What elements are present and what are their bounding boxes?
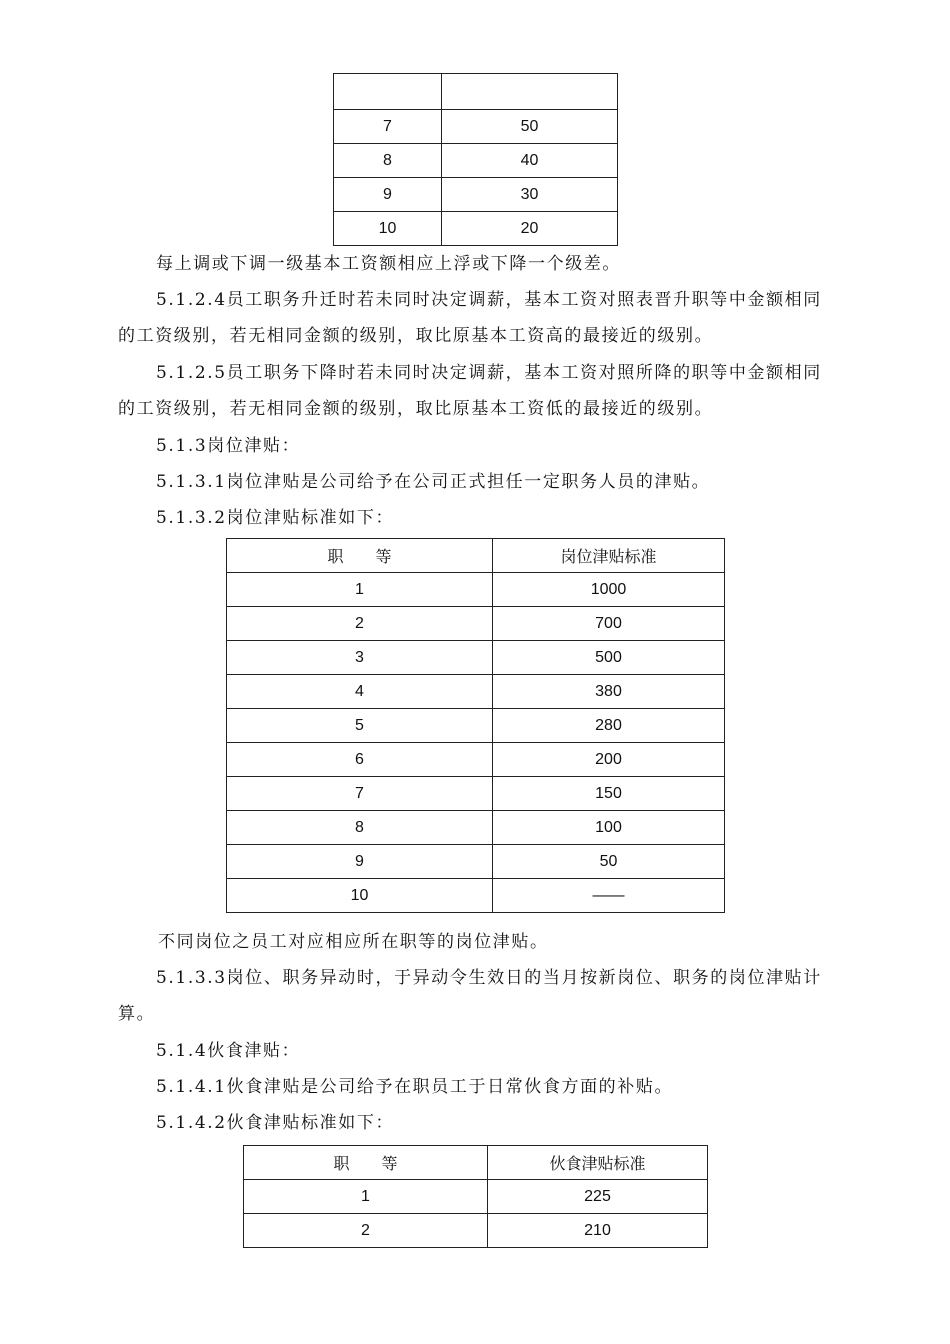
table-cell: 10 — [227, 879, 493, 913]
table-cell: 3 — [227, 641, 493, 675]
base-salary-diff-table — [333, 73, 618, 246]
table-row — [227, 743, 725, 777]
table-row — [227, 879, 725, 913]
section-heading: 5.1.4伙食津贴： — [156, 1041, 301, 1061]
table-cell — [334, 74, 442, 110]
table-cell: 50 — [493, 845, 725, 879]
table-cell: 2 — [227, 607, 493, 641]
column-header-grade: 职 等 — [227, 539, 493, 573]
table-cell: 380 — [493, 675, 725, 709]
paragraph: 5.1.2.5员工职务下降时若未同时决定调薪，基本工资对照所降的职等中金额相同的工资级别，若无相同金额的级别，取比原基本工资低的最接近的级别。 — [118, 363, 822, 419]
table-row — [334, 74, 618, 110]
table-cell: 1000 — [493, 573, 725, 607]
table-header-row — [244, 1146, 708, 1180]
table-row — [227, 675, 725, 709]
meal-allowance-table — [243, 1145, 708, 1248]
table-cell: 9 — [334, 178, 442, 212]
column-header-grade: 职 等 — [244, 1146, 488, 1180]
table-row — [244, 1214, 708, 1248]
table-cell: 7 — [334, 110, 442, 144]
table-cell: 7 — [227, 777, 493, 811]
table-row — [334, 144, 618, 178]
table-cell: 210 — [488, 1214, 708, 1248]
paragraph: 5.1.4.1伙食津贴是公司给予在职员工于日常伙食方面的补贴。 — [156, 1077, 674, 1097]
paragraph: 5.1.3.2岗位津贴标准如下： — [156, 508, 395, 528]
table-cell: 225 — [488, 1180, 708, 1214]
table-row — [244, 1180, 708, 1214]
table-row — [227, 845, 725, 879]
table-cell: 5 — [227, 709, 493, 743]
table-row — [334, 212, 618, 246]
table-cell: 20 — [442, 212, 618, 246]
table-row — [227, 607, 725, 641]
table-cell: 100 — [493, 811, 725, 845]
table-cell: 150 — [493, 777, 725, 811]
table-cell: 30 — [442, 178, 618, 212]
table-cell: 500 — [493, 641, 725, 675]
table-row — [227, 811, 725, 845]
paragraph: 5.1.3.3岗位、职务异动时，于异动令生效日的当月按新岗位、职务的岗位津贴计算。 — [118, 968, 822, 1024]
table-row — [334, 178, 618, 212]
column-header-standard: 伙食津贴标准 — [488, 1146, 708, 1180]
column-header-standard: 岗位津贴标准 — [493, 539, 725, 573]
table-cell: 9 — [227, 845, 493, 879]
section-heading: 5.1.3岗位津贴： — [156, 436, 301, 456]
table-cell: 700 — [493, 607, 725, 641]
paragraph: 每上调或下调一级基本工资额相应上浮或下降一个级差。 — [156, 254, 621, 274]
table-cell: 50 — [442, 110, 618, 144]
table-cell: 40 — [442, 144, 618, 178]
paragraph: 5.1.3.1岗位津贴是公司给予在公司正式担任一定职务人员的津贴。 — [156, 472, 711, 492]
paragraph: 5.1.4.2伙食津贴标准如下： — [156, 1113, 395, 1133]
table-cell: 2 — [244, 1214, 488, 1248]
table-cell: 1 — [227, 573, 493, 607]
paragraph: 5.1.2.4员工职务升迁时若未同时决定调薪，基本工资对照表晋升职等中金额相同的工资级别，若无相同金额的级别，取比原基本工资高的最接近的级别。 — [118, 290, 822, 346]
table-row — [227, 777, 725, 811]
table-cell: 4 — [227, 675, 493, 709]
table-row — [227, 641, 725, 675]
paragraph: 不同岗位之员工对应相应所在职等的岗位津贴。 — [158, 932, 549, 952]
position-allowance-table — [226, 538, 725, 913]
table-cell: —— — [493, 879, 725, 913]
table-row — [334, 110, 618, 144]
table-row — [227, 573, 725, 607]
table-cell: 280 — [493, 709, 725, 743]
table-cell: 1 — [244, 1180, 488, 1214]
table-header-row — [227, 539, 725, 573]
table-cell: 8 — [227, 811, 493, 845]
table-cell: 200 — [493, 743, 725, 777]
table-cell: 6 — [227, 743, 493, 777]
table-cell: 10 — [334, 212, 442, 246]
table-cell — [442, 74, 618, 110]
table-cell: 8 — [334, 144, 442, 178]
table-row — [227, 709, 725, 743]
